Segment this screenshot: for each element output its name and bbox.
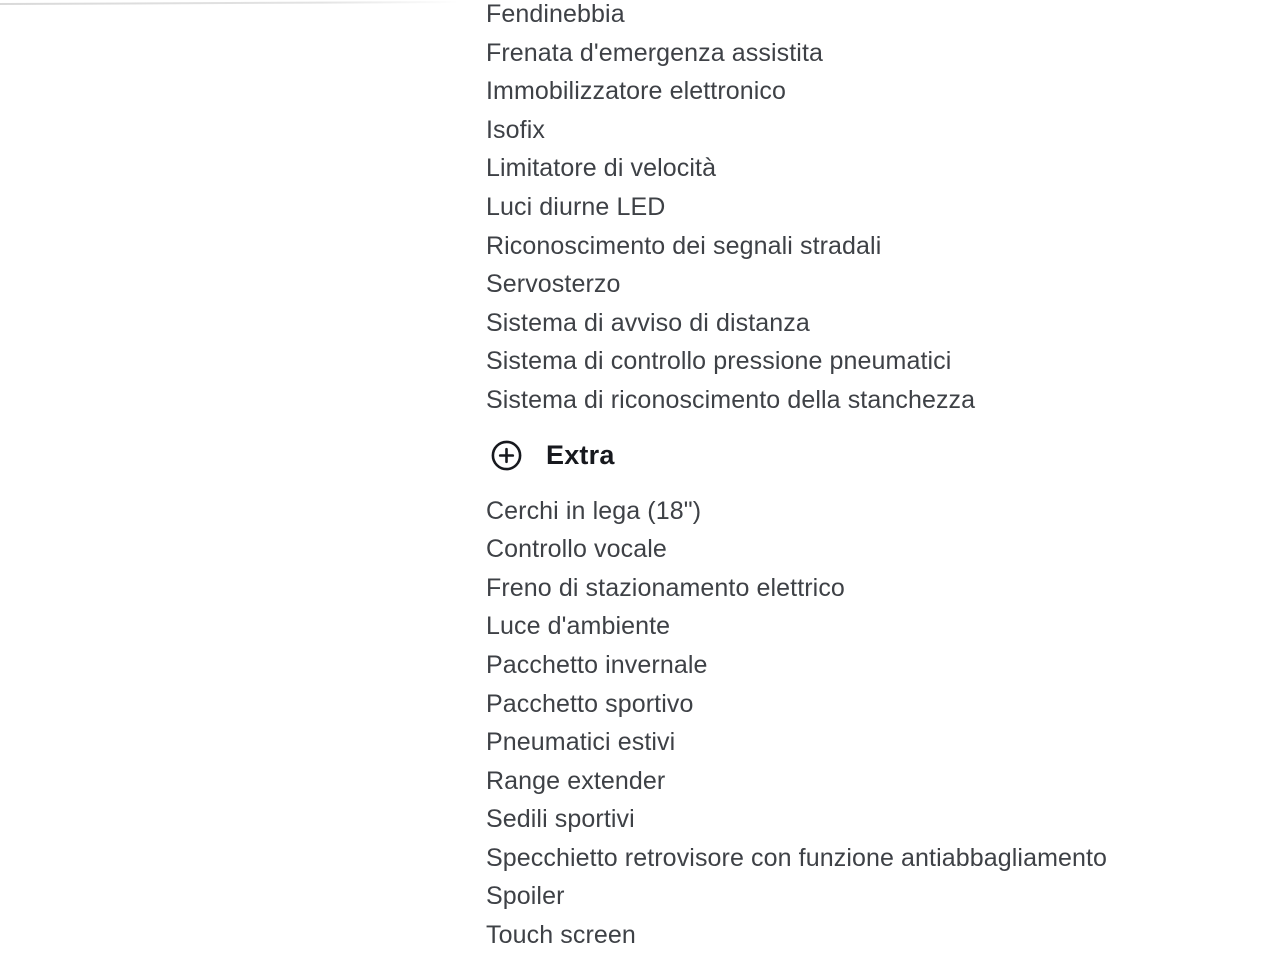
extra-section-header [491, 440, 1246, 471]
cropped-divider-line [0, 1, 458, 5]
extra-section-title: Extra [546, 439, 615, 470]
equipment-item: Controllo vocale [486, 535, 667, 564]
equipment-item: Luce d'ambiente [486, 612, 671, 641]
equipment-item: Specchietto retrovisore con funzione antiabbagliamento [486, 843, 1108, 872]
equipment-item: Frenata d'emergenza assistita [486, 38, 824, 67]
equipment-item: Spoiler [486, 882, 565, 911]
equipment-item: Pacchetto invernale [486, 650, 708, 679]
equipment-list-extra [486, 492, 1246, 955]
equipment-item: Sedili sportivi [486, 805, 635, 834]
equipment-item: Cerchi in lega (18") [486, 496, 702, 525]
equipment-item: Touch screen [486, 921, 636, 950]
equipment-item: Fendinebbia [486, 0, 625, 28]
equipment-list-safety [486, 0, 1246, 420]
equipment-item: Luci diurne LED [486, 192, 666, 221]
plus-circle-icon [491, 440, 522, 471]
equipment-item: Sistema di avviso di distanza [486, 308, 810, 337]
equipment-item: Sistema di riconoscimento della stanchezza [486, 385, 976, 414]
equipment-item: Pneumatici estivi [486, 728, 676, 757]
equipment-item: Freno di stazionamento elettrico [486, 573, 845, 602]
equipment-item: Range extender [486, 766, 666, 795]
equipment-item: Immobilizzatore elettronico [486, 77, 787, 106]
equipment-item: Servosterzo [486, 270, 621, 299]
equipment-content [486, 0, 1246, 955]
equipment-item: Limitatore di velocità [486, 154, 717, 183]
equipment-item: Isofix [486, 115, 545, 144]
equipment-item: Pacchetto sportivo [486, 689, 694, 718]
equipment-item: Sistema di controllo pressione pneumatici [486, 347, 952, 376]
equipment-item: Riconoscimento dei segnali stradali [486, 231, 882, 260]
